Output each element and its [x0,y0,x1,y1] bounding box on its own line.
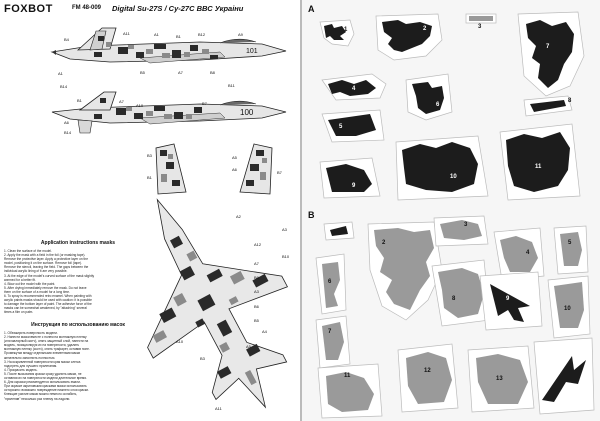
instruction-line: 1. Clean the surface of the model. [4,249,52,253]
mask-number-a: 3 [478,24,482,30]
ref-label: B5 [140,70,145,75]
mask-number-b: 4 [526,250,530,256]
ref-label: A11 [215,406,222,411]
instruction-line: желательно заполнить полностью. [4,355,56,360]
instruction-line: Remove the stencil, leaving the field. The gaps between the [4,265,89,270]
ref-label: B1 [176,34,181,39]
ref-label: B3 [200,356,205,361]
mask-number-b: 1 [346,224,350,230]
instructions-ru-text [4,331,142,401]
mask-number-b: 12 [424,368,431,374]
instruction-line: them on the surface of a model for a long time. [4,289,70,294]
mask-number-a: 6 [436,102,440,108]
instruction-line: При окраске акриловыми красками маски использовать [4,384,87,389]
ref-label: B8 [210,70,215,75]
ref-label: A2 [236,214,241,219]
instruction-line: 4. Blow out the model with the paint. [4,281,56,286]
instruction-line: 3. На искривленной поверхности края маски слегка [4,359,81,364]
ref-label: A1 [154,32,159,37]
instruction-line: монтажную пленку (скотч), снять трафарет, оставив поле. [4,347,90,352]
ref-label: A10 [176,339,184,344]
ref-label: A7 [119,99,124,104]
ref-label: B3 [147,153,152,158]
instruction-line: warmed for a better fit. [4,277,36,282]
ref-label: B1 [77,98,82,103]
ref-label: B14 [60,84,68,89]
instruction-line: masks can be somewhat weakened, by "attaching" several [4,306,87,311]
ref-label: A7 [178,70,183,75]
mask-number-a: 2 [423,26,427,32]
side-view-top-aircraft [50,22,290,78]
instruction-line: 5. After drying immediately remove the mask. Do not leave [4,285,87,290]
instruction-line: 3. At the edge of the model's curved surface of the mask slightly [4,273,95,278]
mask-sheet-b [302,210,600,421]
ref-label: B9 [254,275,259,280]
ref-label: A10 [136,103,144,108]
instruction-line: 5. После высыхания краски сразу удалить маски, не [4,371,82,376]
instruction-line: times a film on palm. [4,310,34,315]
mask-number-b: 13 [496,376,503,382]
instruction-line: 2. Нанести маски вместе с полем на монтажную пленку [4,335,87,340]
instruction-line: (или малярный скотч), снять защитный слой, нанести на [4,339,89,344]
instructions-en-heading: Application instructions masks [40,240,116,246]
ref-label: A3 [254,289,259,294]
instruction-line: model, positioning it on the surface. Remove foil (tape). [4,261,82,266]
mask-number-a: 4 [352,86,356,92]
mask-number-a: 8 [568,98,572,104]
instruction-line: оставляя их на поверхности модели длительное время. [4,376,87,381]
instruction-line: 1. Обезжирить поверхность модели. [4,331,58,335]
svg-text:101: 101 [246,48,258,55]
section-b-label: B [308,210,315,220]
section-a-label: A [308,4,315,14]
ref-label: A6 [64,120,69,125]
instruction-line: 6. To spray is recommended retro enamel. When painting with [4,294,92,299]
side-view-bottom-aircraft [50,88,290,138]
mask-number-b: 8 [452,296,456,302]
ref-label: B1 [147,175,152,180]
ref-label: B12 [198,32,206,37]
instruction-line: individual acrylic lining of it are very possible. [4,269,68,274]
instructions-ru-heading: Инструкция по использованию масок [31,322,125,328]
sheet-title: Digital Su-27S / Cy-27C ВВС Украiни [112,4,244,13]
ref-label: A11 [123,31,130,36]
kit-number: FM 48-009 [72,5,102,11]
mask-number-a: 9 [352,183,356,189]
mask-number-b: 10 [564,306,571,312]
ref-label: B5 [254,318,259,323]
instruction-line: модель, позиционируя их на поверхности, удалить [4,343,80,348]
ref-label: B4 [64,37,69,42]
mask-number-a: 1 [344,27,348,33]
ref-label: A1 [58,71,63,76]
instructions-en-text [4,249,142,315]
ref-label: A4 [262,329,267,334]
mask-number-a: 11 [535,164,542,170]
mask-number-b: 6 [328,279,332,285]
instruction-line: "прилепив" несколько раз пленку на ладони. [4,396,71,401]
ref-label: B7 [277,170,282,175]
mask-sheet-panel [302,0,600,421]
ref-label: A3 [282,227,287,232]
tail-number: 100 [240,108,254,117]
instruction-line: 6. Для окраски рекомендуется использовать эмали. [4,380,81,385]
ref-label: A12 [254,242,262,247]
instruction-line: 2. Apply the mask with a field in the foil (or masking tape). [4,253,86,258]
instruction-line: подогреть для лучшего прилегания. [4,363,58,368]
ref-label: A9 [238,32,243,37]
ref-label: A6 [232,167,237,172]
ref-label: B11 [228,83,235,88]
mask-number-a: 5 [339,124,343,130]
ref-label: B6 [254,304,259,309]
instruction-line: Клеящие усилие маски можно немного ослабить, [4,392,78,397]
instruction-line: 4. Прокрасить модель. [4,367,38,372]
instruction-line: acrylic paints masks should be used with caution: it is possible [4,298,92,303]
mask-number-b: 9 [506,296,510,302]
mask-number-b: 3 [464,222,468,228]
ref-label: A5 [246,344,251,349]
instruction-line: to damage the bottom layer of paint. The adhesive force of the [4,302,92,307]
mask-number-b: 7 [328,329,332,335]
ref-label: B14 [64,130,72,135]
instruction-line: Remove the protective layer. Apply a protective layer on the [4,257,88,262]
mask-number-a: 10 [450,174,457,180]
mask-number-b: 2 [382,240,386,246]
mask-number-b: 11 [344,373,351,379]
ref-label: A7 [254,261,259,266]
mask-number-b: 5 [568,240,572,246]
brand-logo: FOXBOT [4,3,53,15]
ref-label: A5 [232,155,237,160]
mask-number-b: 14 [556,364,563,370]
ref-label: B10 [282,254,290,259]
instruction-line: Промежутки между отдельными элементами маски [4,351,81,356]
mask-number-a: 7 [546,44,550,50]
instruction-line: осторожно: возможно повреждение нижнего слоя краски. [4,388,89,393]
ref-label: B7 [202,101,207,106]
